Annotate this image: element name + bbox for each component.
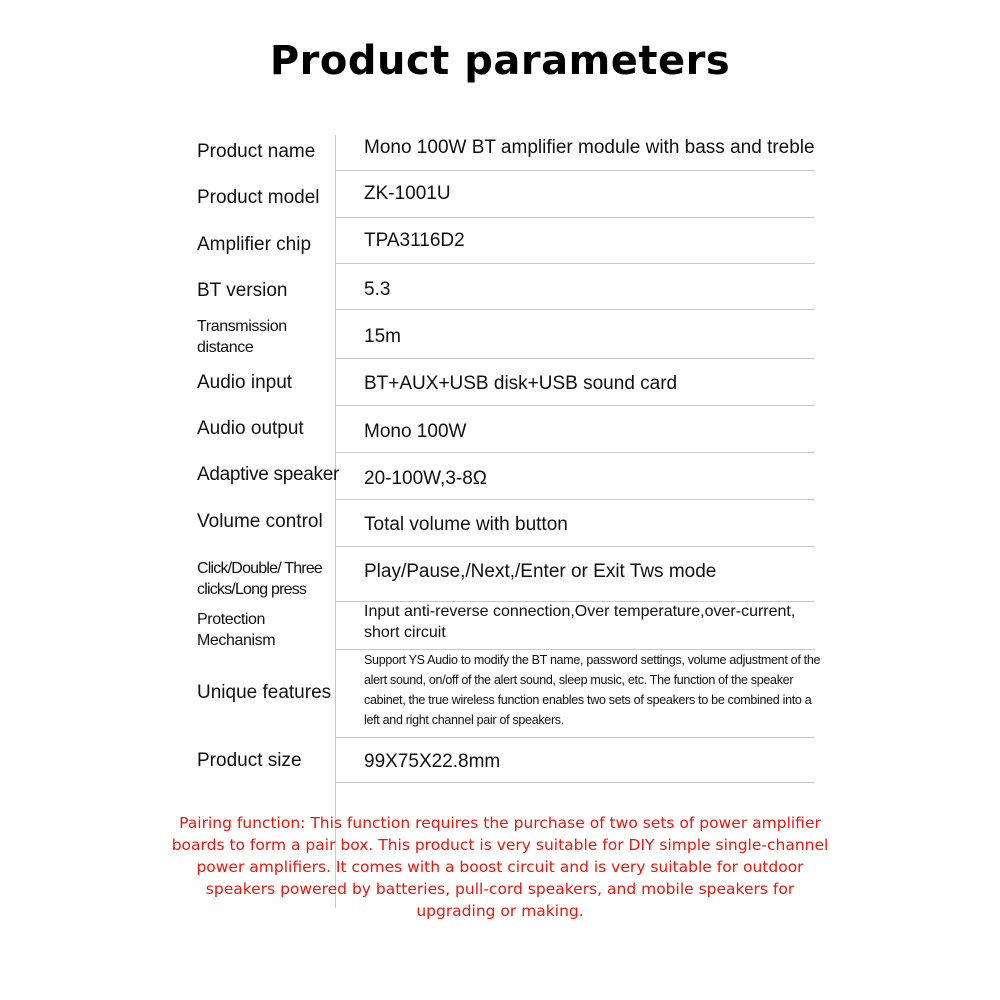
spec-label: Amplifier chip [197,234,312,255]
row-divider [335,782,815,783]
spec-row-product-name [195,125,820,171]
spec-label: Adaptive speaker [197,464,340,485]
spec-row-unique-features [195,650,820,738]
spec-label: Product size [197,750,302,771]
spec-value: Mono 100W [364,421,467,442]
spec-value: 5.3 [364,279,391,300]
spec-row-product-model [195,171,820,218]
spec-value: 15m [364,326,401,347]
spec-row-adaptive-speaker [195,453,820,500]
spec-label: Audio output [197,418,304,439]
spec-label: BT version [197,280,288,301]
spec-label: Volume control [197,511,323,532]
spec-row-protection-mechanism [195,602,820,650]
pairing-note: Pairing function: This function requires the purchase of two sets of power amplifier boards to form a pair box. This product is very suitable for DIY simple single-channel power amplifiers. It comes with a boost circuit and is very suitable for outdoor speakers powered by batteries, pull-cord speakers, and mobile speakers for upgrading or making. [171,814,829,920]
spec-label: Audio input [197,372,293,393]
spec-row-transmission-distance [195,310,820,359]
spec-value: Support YS Audio to modify the BT name, password settings, volume adjustment of the alert sound, on/off of the alert sound, sleep music, etc. The function of the speaker cabinet, the true wireless function enables two sets of speakers to be combined into a left and right channel pair of speakers. [364,653,821,727]
spec-row-product-size [195,738,820,783]
spec-label: Unique features [197,682,332,703]
spec-value: Play/Pause,/Next,/Enter or Exit Tws mode [364,561,717,582]
spec-row-audio-output [195,406,820,453]
spec-row-amplifier-chip [195,218,820,264]
spec-label: Click/Double/ Three clicks/Long press [197,560,323,598]
spec-value: Input anti-reverse connection,Over temperature,over-current, short circuit [364,603,796,641]
spec-value: ZK-1001U [364,183,451,204]
spec-value: 20-100W,3-8Ω [364,468,487,489]
spec-row-bt-version [195,264,820,310]
spec-row-volume-control [195,500,820,547]
spec-label: Protection Mechanism [197,611,276,649]
spec-value: Total volume with button [364,514,568,535]
spec-value: Mono 100W BT amplifier module with bass and treble [364,137,815,158]
spec-value: 99X75X22.8mm [364,751,501,772]
spec-row-audio-input [195,359,820,406]
spec-row-button-functions [195,547,820,602]
spec-value: BT+AUX+USB disk+USB sound card [364,373,678,394]
spec-label: Product name [197,141,316,162]
spec-value: TPA3116D2 [364,230,465,251]
spec-label: Product model [197,187,320,208]
spec-label: Transmission distance [197,318,287,356]
page-title: Product parameters [269,38,731,84]
